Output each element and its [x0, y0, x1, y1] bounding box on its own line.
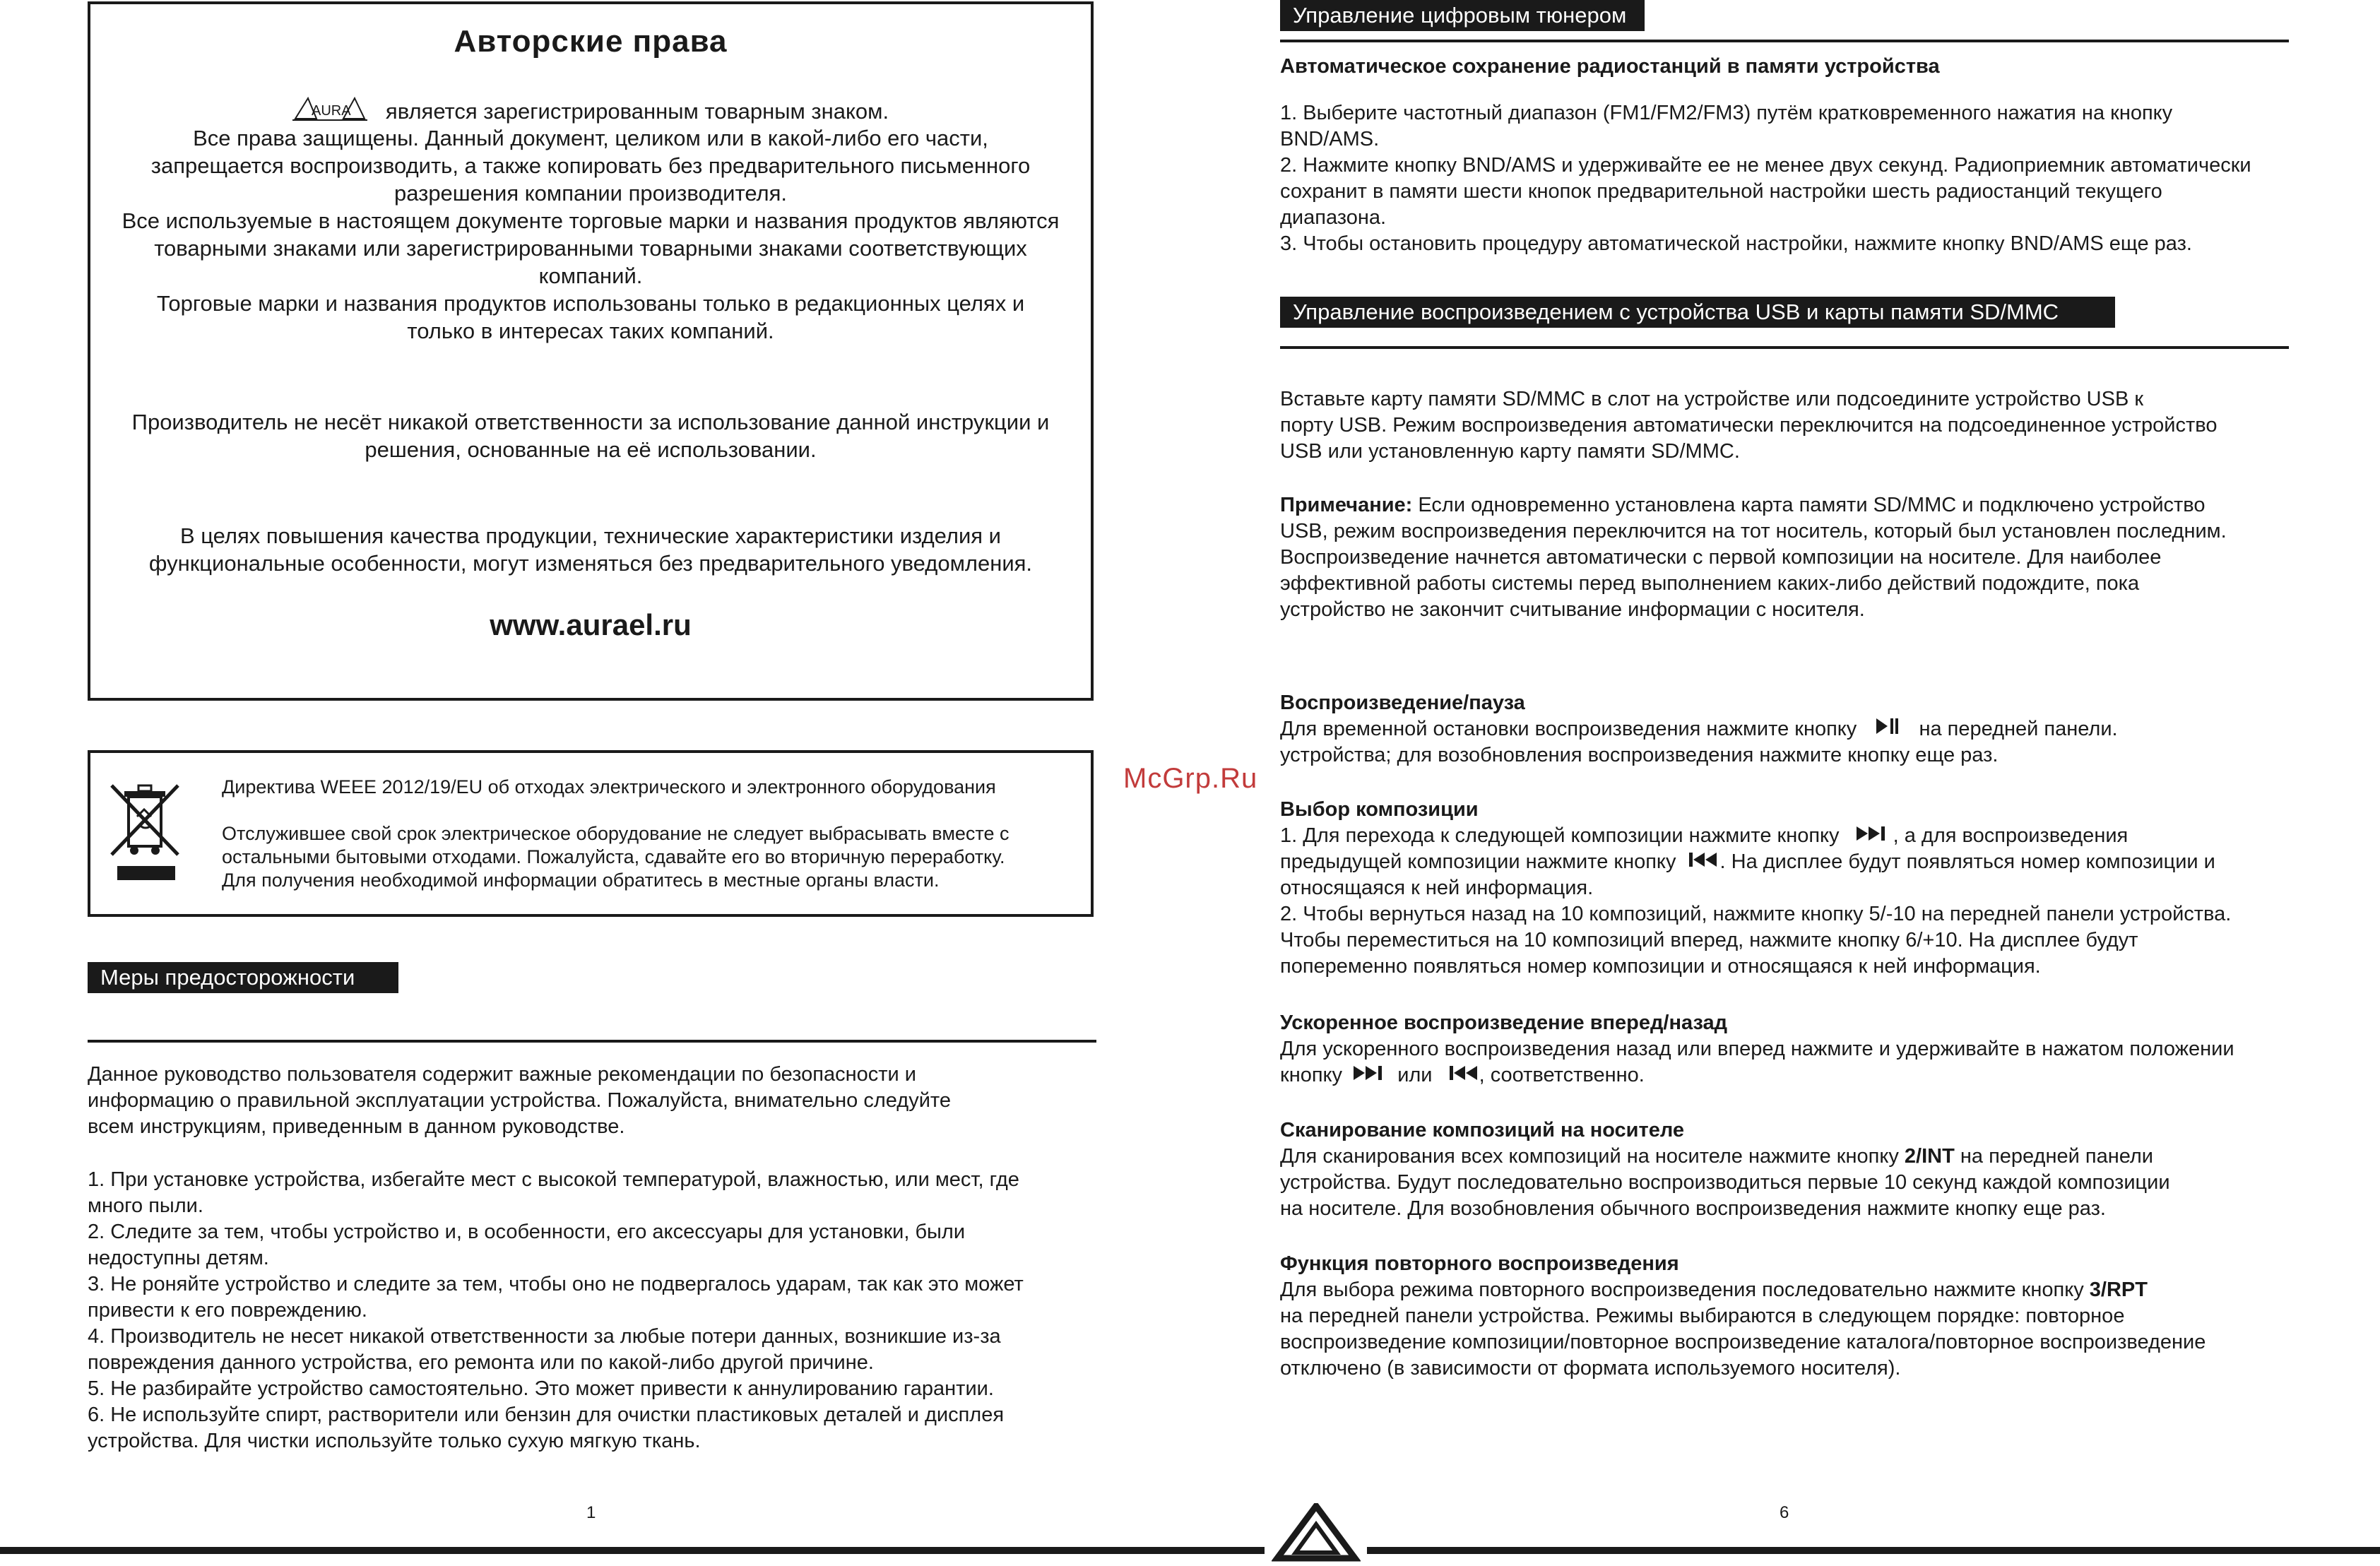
play-pause-text: Для временной остановки воспроизведения нажмите кнопку — [1280, 718, 1857, 740]
rights-line: компаний. — [538, 263, 643, 288]
fast-play-text: , соответственно. — [1479, 1064, 1645, 1086]
precaution-line: недоступны детям. — [88, 1247, 269, 1269]
precaution-line: устройства. Для чистки используйте только сухую мягкую ткань. — [88, 1430, 701, 1452]
bottom-bar-left — [0, 1547, 1265, 1554]
fast-play-line — [1280, 1062, 2234, 1089]
rights-line: Все используемые в настоящем документе торговые марки и названия продуктов являются — [122, 208, 1060, 233]
copyright-title: Авторские права — [454, 24, 728, 59]
fast-play-line: Для ускоренного воспроизведения назад или вперед нажмите и удерживайте в нажатом положении — [1280, 1038, 2234, 1060]
tuner-line: диапазона. — [1280, 206, 1387, 229]
precaution-line: 3. Не роняйте устройство и следите за тем, чтобы оно не подвергалось ударам, так как это может — [88, 1273, 1024, 1295]
changes-line: функциональные особенности, могут изменяться без предварительного уведомления. — [148, 551, 1033, 576]
fast-forward-icon — [1354, 1062, 1386, 1089]
repeat-heading: Функция повторного воспроизведения — [1280, 1252, 1679, 1275]
usb-line: USB или установленную карту памяти SD/MMC. — [1280, 440, 1740, 463]
scan-line: устройства. Будут последовательно воспроизводиться первые 10 секунд каждой композиции — [1280, 1171, 2170, 1194]
track-select-line — [1280, 849, 2231, 875]
intro-line: информацию о правильной эксплуатации устройства. Пожалуйста, внимательно следуйте — [88, 1089, 951, 1112]
precaution-line: 6. Не используйте спирт, растворители или бензин для очистки пластиковых деталей и дисплея — [88, 1404, 1005, 1426]
note-label: Примечание: — [1280, 494, 1413, 516]
precaution-line: повреждения данного устройства, его ремонта или по какой-либо другой причине. — [88, 1351, 874, 1374]
track-select-line: относящаяся к ней информация. — [1280, 877, 1594, 899]
intro-line: всем инструкциям, приведенным в данном руководстве. — [88, 1115, 625, 1138]
usb-note — [1280, 492, 2227, 623]
tuner-line: 1. Выберите частотный диапазон (FM1/FM2/FM3) путём кратковременного нажатия на кнопку — [1280, 102, 2173, 124]
scan-line: на носителе. Для возобновления обычного воспроизведения нажмите кнопку еще раз. — [1280, 1197, 2106, 1220]
usb-line: Вставьте карту памяти SD/MMC в слот на устройстве или подсоедините устройство USB к — [1280, 388, 2144, 410]
precaution-line: много пыли. — [88, 1194, 203, 1217]
liability-line: Производитель не несёт никакой ответственности за использование данной инструкции и — [131, 410, 1050, 434]
tuner-line: BND/AMS. — [1280, 128, 1380, 150]
weee-line: остальными бытовыми отходами. Пожалуйста, сдавайте его во вторичную переработку. — [222, 846, 1005, 867]
liability-paragraph — [112, 408, 1070, 463]
changes-paragraph — [112, 522, 1070, 577]
scan-text: Для сканирования всех композиций на носителе нажмите кнопку — [1280, 1145, 1899, 1168]
note-line: Воспроизведение начнется автоматически с первой композиции на носителе. Для наиболее — [1280, 546, 2162, 569]
liability-line: решения, основанные на её использовании. — [365, 437, 817, 462]
tuner-heading: Автоматическое сохранение радиостанций в памяти устройства — [1280, 55, 1940, 78]
play-pause-line: устройства; для возобновления воспроизведения нажмите кнопку еще раз. — [1280, 744, 1999, 766]
section-divider — [1280, 40, 2289, 42]
note-first-text: Если одновременно установлена карта памяти SD/MMC и подключено устройство — [1412, 494, 2206, 516]
repeat-key: 3/RPT — [2089, 1279, 2148, 1301]
note-line: устройство не закончит считывание информации с носителя. — [1280, 598, 1865, 621]
fast-play-section — [1280, 1010, 2234, 1089]
watermark: McGrp.Ru — [1123, 763, 1258, 794]
weee-paragraph — [222, 822, 1070, 892]
crossed-bin-icon — [109, 781, 182, 889]
rights-line: только в интересах таких компаний. — [407, 319, 774, 343]
previous-track-icon — [1688, 849, 1719, 875]
repeat-line: отключено (в зависимости от формата используемого носителя). — [1280, 1357, 1901, 1380]
play-pause-text: на передней панели. — [1919, 718, 2118, 740]
changes-line: В целях повышения качества продукции, технические характеристики изделия и — [179, 523, 1001, 548]
section-divider — [1280, 346, 2289, 349]
note-line: USB, режим воспроизведения переключится на тот носитель, который был установлен последним. — [1280, 520, 2227, 542]
track-select-text: 1. Для перехода к следующей композиции нажмите кнопку — [1280, 824, 1840, 847]
precaution-line: 4. Производитель не несет никакой ответственности за любые потери данных, возникшие из-за — [88, 1325, 1001, 1348]
precaution-line: привести к его повреждению. — [88, 1299, 367, 1322]
usb-label: Управление воспроизведением с устройства USB и карты памяти SD/MMC — [1280, 297, 2115, 328]
weee-line: Отслужившее свой срок электрическое оборудование не следует выбрасывать вместе с — [222, 823, 1010, 844]
note-line: эффективной работы системы перед выполнением каких-либо действий подождите, пока — [1280, 572, 2140, 595]
fast-play-text: или — [1397, 1064, 1433, 1086]
track-select-text: предыдущей композиции нажмите кнопку — [1280, 850, 1676, 873]
precaution-line: 5. Не разбирайте устройство самостоятельно. Это может привести к аннулированию гарантии. — [88, 1377, 994, 1400]
intro-line: Данное руководство пользователя содержит важные рекомендации по безопасности и — [88, 1063, 916, 1086]
play-pause-icon — [1876, 716, 1899, 742]
play-pause-section — [1280, 690, 2118, 769]
track-select-line: попеременно появляться номер композиции и относящаяся к ней информация. — [1280, 955, 2041, 978]
scan-line — [1280, 1144, 2170, 1170]
svg-text:AURA: AURA — [311, 103, 351, 119]
fast-play-text: кнопку — [1280, 1064, 1343, 1086]
note-first-line — [1280, 492, 2227, 518]
tuner-line: 3. Чтобы остановить процедуру автоматической настройки, нажмите кнопку BND/AMS еще раз. — [1280, 232, 2192, 255]
precaution-line: 1. При установке устройства, избегайте мест с высокой температурой, влажностью, или мест, где — [88, 1168, 1019, 1191]
scan-section — [1280, 1117, 2170, 1222]
precautions-intro — [88, 1062, 951, 1140]
weee-directive: Директива WEEE 2012/19/EU об отходах электрического и электронного оборудования — [222, 776, 996, 797]
track-select-text: . На дисплее будут появляться номер композиции и — [1719, 850, 2215, 873]
weee-box — [88, 750, 1094, 917]
rights-line: товарными знаками или зарегистрированными товарными знаками соответствующих — [154, 236, 1027, 261]
fast-play-heading: Ускоренное воспроизведение вперед/назад — [1280, 1012, 1728, 1034]
tuner-steps — [1280, 100, 2251, 257]
tuner-line: 2. Нажмите кнопку BND/AMS и удерживайте ее не менее двух секунд. Радиоприемник автоматически — [1280, 154, 2251, 177]
scan-key: 2/INT — [1904, 1145, 1955, 1168]
rewind-icon — [1448, 1062, 1479, 1089]
weee-line: Для получения необходимой информации обратитесь в местные органы власти. — [222, 870, 940, 891]
repeat-line: воспроизведение композиции/повторное воспроизведение каталога/повторное воспроизведение — [1280, 1331, 2206, 1353]
track-select-heading: Выбор композиции — [1280, 798, 1479, 821]
page-number-right: 6 — [1780, 1503, 1789, 1522]
precautions-list — [88, 1167, 1024, 1454]
rights-line: запрещается воспроизводить, а также копировать без предварительного письменного — [150, 153, 1031, 178]
website-url: www.aurael.ru — [490, 608, 692, 641]
repeat-line — [1280, 1277, 2206, 1303]
rights-line: разрешения компании производителя. — [393, 181, 788, 206]
usb-line: порту USB. Режим воспроизведения автоматически переключится на подсоединенное устройство — [1280, 414, 2218, 437]
play-pause-heading: Воспроизведение/пауза — [1280, 692, 1525, 714]
precaution-line: 2. Следите за тем, чтобы устройство и, в особенности, его аксессуары для установки, были — [88, 1221, 966, 1243]
repeat-text: Для выбора режима повторного воспроизведения последовательно нажмите кнопку — [1280, 1279, 2084, 1301]
next-track-icon — [1857, 823, 1889, 849]
page-number-left: 1 — [586, 1503, 596, 1522]
repeat-section — [1280, 1251, 2206, 1382]
usb-insert-paragraph — [1280, 386, 2217, 465]
rights-paragraph — [112, 124, 1070, 345]
tuner-label: Управление цифровым тюнером — [1280, 0, 1645, 31]
rights-line: Все права защищены. Данный документ, целиком или в какой-либо его части, — [193, 126, 988, 150]
aura-triangle-logo — [1272, 1503, 1361, 1566]
track-select-line: Чтобы переместиться на 10 композиций вперед, нажмите кнопку 6/+10. На дисплее будут — [1280, 929, 2138, 951]
scan-heading: Сканирование композиций на носителе — [1280, 1119, 1685, 1141]
copyright-box — [88, 1, 1094, 701]
track-select-line — [1280, 823, 2231, 849]
play-pause-line — [1280, 716, 2118, 742]
tuner-line: сохранит в памяти шести кнопок предварительной настройки шесть радиостанций текущего — [1280, 180, 2162, 203]
precautions-label: Меры предосторожности — [88, 962, 398, 993]
section-divider — [88, 1040, 1096, 1043]
scan-text: на передней панели — [1954, 1145, 2153, 1168]
rights-line: Торговые марки и названия продуктов использованы только в редакционных целях и — [156, 291, 1025, 316]
repeat-line: на передней панели устройства. Режимы выбираются в следующем порядке: повторное — [1280, 1305, 2125, 1327]
bottom-bar-right — [1367, 1547, 2380, 1554]
track-select-line: 2. Чтобы вернуться назад на 10 композиций, нажмите кнопку 5/-10 на передней панели устройства. — [1280, 903, 2232, 925]
track-select-text: , а для воспроизведения — [1893, 824, 2129, 847]
trademark-text: является зарегистрированным товарным знаком. — [385, 99, 889, 124]
track-select-section — [1280, 797, 2231, 980]
